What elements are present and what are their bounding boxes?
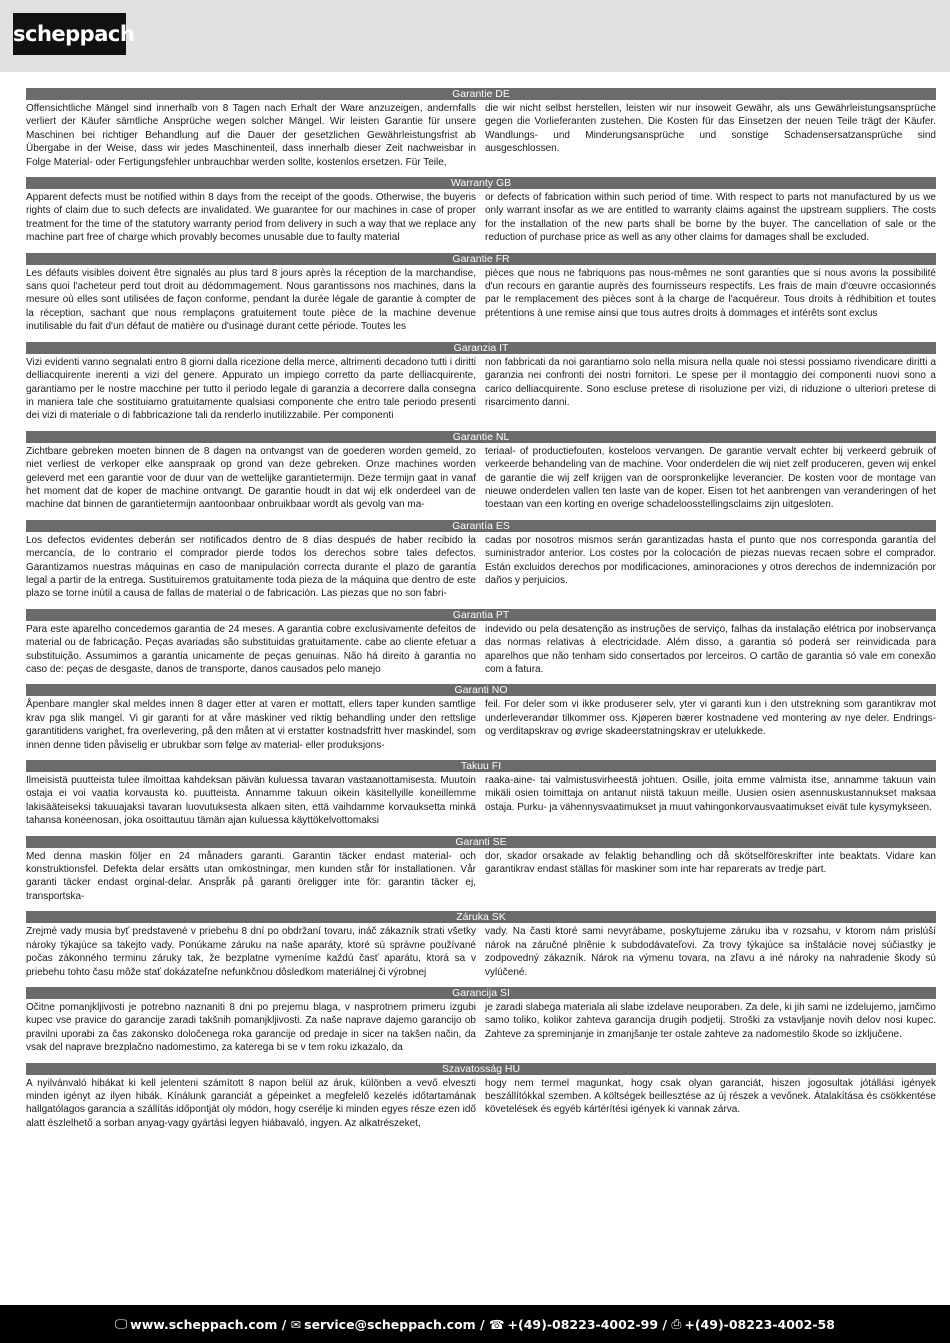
monitor-icon: 🖵 [115, 1316, 128, 1331]
section-body [26, 356, 936, 423]
warranty-sections [26, 88, 936, 1138]
section-text-right: teriaal- of productiefouten, kosteloos vervangen. De garantie vervalt echter bij verkeerd gebruik of verkeerde behandeling van de machine. Voor onderdelen die wij niet zelf produceren, geven wij enkel de garantie die wij zelf krijgen van de oorspronkelijke leverancier. De kosten voor de montage van nieuwe onderdelen vallen ten laste van de koper. Eisen tot het aanbrengen van veranderingen of het toestaan van een korting en overige schadeloosstellingsclaims zijn uitgesloten. [485, 445, 936, 511]
warranty-section [26, 342, 936, 423]
warranty-section [26, 609, 936, 677]
phone-icon: ☎ [488, 1316, 505, 1332]
section-text-right: vady. Na časti ktoré sami nevyrábame, poskytujeme záruku iba v rozsahu, v ktorom nám prislúší nárok na záručné plnênie k subdodávateľovi. Za trovy týkajúce sa inštalácie novej súčiastky je zodpovedný zákazník. Nárok na výmenu tovara, na zľavu a iné nároky na nahradenie škody sú vylúčené. [485, 926, 936, 978]
section-text-left: Para este aparelho concedemos garantia de 24 meses. A garantia cobre exclusivamente defeitos de material ou de fabricação. Peças avariadas são substituidas gratuitamente. cabe ao cliente efetuar a substituição. Assumimos a garantia unicamente de peças genuinas. Não há direito à garantia no caso de: peças de desgaste, danos de transporte, danos causados pelo manejo [26, 623, 476, 675]
section-text-right: raaka-aine- tai valmistusvirheestä johtuen. Osille, joita emme valmista itse, annamme takuun vain mikäli osien toimittaja on antanut niistä takuun meille. Uusien osien asennuskustannukset maksaa ostaja. Purku- ja vähennysvaatimukset ja muut vahingonkorvausvaatimukset eivät tule kysymykseen. [485, 775, 936, 813]
section-title: Garantía ES [26, 520, 936, 532]
section-title: Garantia PT [26, 609, 936, 621]
section-body [26, 102, 936, 169]
section-title: Garanzia IT [26, 342, 936, 354]
section-text-right: indevido ou pela desatenção as instruções de serviço, falhas da instalação elétrica por inobservança das normas relativas à electricidade. Além disso, a garantia só poderá ser reinvidicada para aparelhos que não tenham sido consertados por lerceiros. O cartão de garantia só vale em conexão com a fatura. [485, 623, 936, 675]
section-title: Szavatosság HU [26, 1063, 936, 1075]
section-text-left: Offensichtliche Mängel sind innerhalb von 8 Tagen nach Erhalt der Ware anzuzeigen, andernfalls verliert der Käufer sämtliche Ansprüche wegen solcher Mängel. Wir leisten Garantie für unsere Maschinen bei richtiger Behandlung auf die Dauer der gesetzlichen Gewährleistungsfrist ab Übergabe in der Weise, dass wir jedes Maschinenteil, dass innerhalb dieser Zeit nachweisbar in Folge Material- oder Fertigungsfehler unbrauchbar werden sollte, kostenlos ersetzen. Für Teile, [26, 103, 476, 168]
section-body [26, 698, 936, 752]
section-text-left: Apparent defects must be notified within 8 days from the receipt of the goods. Otherwise, the buyeris rights of claim due to such defects are invalidated. We guarantee for our machines in case of proper treatment for the time of the statutory warranty period from delivery in such a way that we replace any machine part free of charge which provably becomes unusable due to faulty material [26, 192, 476, 244]
section-title: Garantie NL [26, 431, 936, 443]
warranty-section [26, 88, 936, 169]
section-text-right: hogy nem termel magunkat, hogy csak olyan garanciát, hiszen jogosultak jótállási igények beszállítókkal szemben. A költségek beillesztése az új részek a vevőnek. Átalakítása és csökkentése követelések és egyéb kártérítési igények ki vannak zárva. [485, 1077, 936, 1116]
footer-website[interactable]: www.scheppach.com / [130, 1316, 287, 1332]
warranty-section [26, 177, 936, 245]
section-text-left: Les défauts visibles doivent être signalés au plus tard 8 jours après la réception de la marchandise, sans quoi l'acheteur perd tout droit au dédommagement. Nous garantissons nos machines, dans la mesure où elles sont utilisées de façon conforme, pendant la durée légale de garantie à compter de la réception, sachant que nous remplaçons gratuitement toute pièce de la machine devenue inutilisable du fait d'un défaut de matière ou d'usinage durant cette période. Toutes les [26, 267, 476, 333]
section-title: Záruka SK [26, 911, 936, 923]
section-title: Warranty GB [26, 177, 936, 189]
section-text-right: or defects of fabrication within such period of time. With respect to parts not manufactured by us we only warrant insofar as we are entitled to warranty claims against the upstream suppliers. The costs for the installation of the new parts shall be borne by the buyer. The cancellation of sale or the reduction of purchase price as well as any other claims for damages shall be excluded. [485, 192, 936, 244]
section-title: Garantie FR [26, 253, 936, 265]
section-title: Garanti NO [26, 684, 936, 696]
section-text-left: Zrejmé vady musia byť predstavené v priebehu 8 dní po obdržaní tovaru, ináč zákazník strati všetky nároky týkajúce sa takejto vady. Ponúkame záruku na naše aparáty, ktoré sú správne používané počas zákonného terminu záruky tak, že bezplatne vymeníme každú časť aparátu, ktorá sa v priebehu tohto času môže stať dokázateľne nefunkčnou dôsledkom materiálnej či výrobnej [26, 926, 476, 978]
section-text-right: je zaradi slabega materiala ali slabe izdelave neuporaben. Za dele, ki jih sami ne izdelujemo, jamčimo samo toliko, kolikor zahteva garancija drugih podjetij. Stroški za vstavljanje novih delov nosi kupec. Zahteve za spreminjanje in zmanjšanje ter ostale zahteve za nadomestilo škode so izključene. [485, 1001, 936, 1040]
section-text-right: dor, skador orsakade av felaktig behandling och då skötselföreskrifter inte beaktats. Vidare kan garantikrav endast ställas för maskiner som inte har reparerats av tredje part. [485, 850, 936, 876]
warranty-section [26, 431, 936, 512]
header-band [0, 0, 950, 72]
scheppach-logo: scheppach [13, 13, 126, 55]
section-body [26, 267, 936, 334]
warranty-section [26, 987, 936, 1055]
section-body [26, 623, 936, 677]
footer-email[interactable]: service@scheppach.com / [304, 1316, 485, 1332]
section-text-left: Očitne pomanjkljivosti je potrebno naznaniti 8 dni po prejemu blaga, v nasprotnem primeru izgubi kupec vse pravice do garancije zaradi takšnih pomanjkljivosti. Za naše naprave dajemo garancijo ob pravilni uporabi za čas zakonsko določenega roka garancije od predaje in sicer na takšen način, da vsak del naprave brezplačno nadomestimo, za katerega bi se v tem roku izkazalo, da [26, 1001, 476, 1054]
section-body [26, 850, 936, 904]
section-title: Garantie DE [26, 88, 936, 100]
section-title: Takuu FI [26, 760, 936, 772]
warranty-section [26, 253, 936, 334]
mail-icon: ✉ [290, 1316, 302, 1332]
section-text-left: A nyilvánvaló hibákat ki kell jelenteni számított 8 napon belül az áruk, különben a vevő elveszti minden igényt az ilyen hibák. Kínálunk garanciát a gépeinket a megfelelő kezelés időtartamának hallgatólagos garancia a szállítás időpontját oly módon, hogy cserélje ki minden egyes része ezen idő alatt észlelhető a sorban anyag-vagy gyártási legyen hiábavaló, ingyen. Az alkatrészeket, [26, 1077, 476, 1129]
fax-icon: ⎙ [671, 1316, 682, 1331]
section-body [26, 1001, 936, 1055]
section-text-left: Med denna maskin följer en 24 månaders garanti. Garantin täcker endast material- och konstruktionsfel. Defekta delar ersätts utan omkostningar, men kunden står för installationen. Vår garanti täcker endast orginal-delar. Anspråk på garanti öreligger inte för: garantin täcker ej, transportska- [26, 850, 476, 902]
section-text-right: pièces que nous ne fabriquons pas nous-mêmes ne sont garanties que si nous avons la possibilité d'un recours en garantie auprès des fournisseurs respectifs. Les frais de main d'œuvre occasionnés par le remplacement des pièces sont à la charge de l'acquéreur. Tous droits à rédhibition et toutes prétentions à une remise ainsi que tous autres droits à dommages et intérêts sont exclus [485, 267, 936, 319]
warranty-section [26, 836, 936, 904]
section-title: Garanti SE [26, 836, 936, 848]
warranty-section [26, 684, 936, 752]
section-text-left: Ilmeisistä puutteista tulee ilmoittaa kahdeksan päivän kuluessa tavaran vastaanottamisesta. Muutoin ostaja ei voi vaatia korvausta ko. puutteista. Annamme takuun oikein käsitellyille koneillemme lakisääteiseksi takuuajaksi tavaran luovutuksesta alkaen siten, että vaihdamme korvauksetta minkä tahansa koneenosan, joka osoittautuu tämän ajan kuluessa käyttökelvottomaksi [26, 775, 476, 827]
section-text-left: Vizi evidenti vanno segnalati entro 8 giorni dalla ricezione della merce, altrimenti decadono tutti i diritti delliacquirente inerenti a vizi del genere. Appurato un impiego corretto da parte delliacquirente, garantiamo per le nostre macchine per tutto il periodo legale di garanzia a decorrere dalla consegna in maniera tale che sostituiamo gratuitamente qualsiasi componente che entro tale periodo presenti dei vizi di materiale o di fabbricazione tali da renderlo inutilizzabile. Per componenti [26, 356, 476, 422]
warranty-section [26, 911, 936, 979]
section-text-right: feil. For deler som vi ikke produserer selv, yter vi garanti kun i den utstrekning som garantikrav mot underleverandør tilkommer oss. Kjøperen bærer kostnadene ved montering av nye deler. Endrings- og verditapskrav og øvrige skadeerstatningskrav er utelukkede. [485, 699, 936, 738]
footer-fax: +(49)-08223-4002-58 [684, 1316, 835, 1332]
section-body [26, 191, 936, 245]
warranty-section [26, 520, 936, 601]
footer-phone: +(49)-08223-4002-99 / [507, 1316, 667, 1332]
section-text-right: die wir nicht selbst herstellen, leisten wir nur insoweit Gewähr, als uns Gewährleistungsansprüche gegen die Vorlieferanten zustehen. Die Kosten für das Einsetzen der neuen Teile trägt der Käufer. Wandlungs- und Minderungsansprüche und sonstige Schadensersatzansprüche sind ausgeschlossen. [485, 103, 936, 155]
section-title: Garancija SI [26, 987, 936, 999]
section-text-right: non fabbricati da noi garantiamo solo nella misura nella quale noi stessi possiamo rivendicare diritti a garanzia nei confronti dei nostri fornitori. Le spese per il montaggio dei componenti nuovi sono a carico delliacquirente. Sono escluse pretese di risoluzione per vizi, di riduzione o ulteriori pretese di risarcimento danni. [485, 356, 936, 408]
section-text-left: Åpenbare mangler skal meldes innen 8 dager etter at varen er mottatt, ellers taper kunden samtlige krav pga slik mangel. Vi gir garanti for at våre maskiner ved riktig behandling under den rettslige garantitidens varighet, fra overlevering, på den måten at vi erstatter kostnadsfritt hver maskindel, som innen denne tiden påviselig er ubrukbar som følge av material- eller produksjons- [26, 699, 476, 751]
contact-footer [0, 1305, 950, 1343]
section-text-right: cadas por nosotros mismos serán garantizadas hasta el punto que nos corresponda garantía del suministrador anterior. Los costes por la colocación de piezas nuevas recaen sobre el comprador. Están excluidos derechos por modificaciones, aminoraciones y otros derechos de indemnización por daños y perjuicios. [485, 534, 936, 586]
section-body [26, 534, 936, 601]
section-body [26, 925, 936, 979]
warranty-section [26, 760, 936, 828]
section-body [26, 774, 936, 828]
section-body [26, 445, 936, 512]
section-body [26, 1077, 936, 1131]
warranty-section [26, 1063, 936, 1131]
section-text-left: Zichtbare gebreken moeten binnen de 8 dagen na ontvangst van de goederen worden gemeld, zo niet verliest de verkoper elke aanspraak op grond van deze gebreken. Onze machines worden geleverd met een garantie voor de duur van de wettelijke garantietermijn. Deze termijn gaat in vanaf het moment dat de koper de machine ontvangt. De garantie houdt in dat wij elk onderdeel van de machine dat binnen de garantietermijn aantoonbaar onbruikbaar wordt als gevolg van ma- [26, 445, 476, 511]
section-text-left: Los defectos evidentes deberán ser notificados dentro de 8 días después de haber recibido la mercancía, de lo contrario el comprador pierde todos los derechos sobre tales defectos. Garantizamos nuestras máquinas en caso de manipulación correcta durante el plazo de garantía legal a partir de la entrega. Sustituiremos gratuitamente toda pieza de la máquina que dentro de este plazo se torne inútil a causa de fallas de material o de fabricación. Las piezas que no son fabri- [26, 534, 476, 600]
